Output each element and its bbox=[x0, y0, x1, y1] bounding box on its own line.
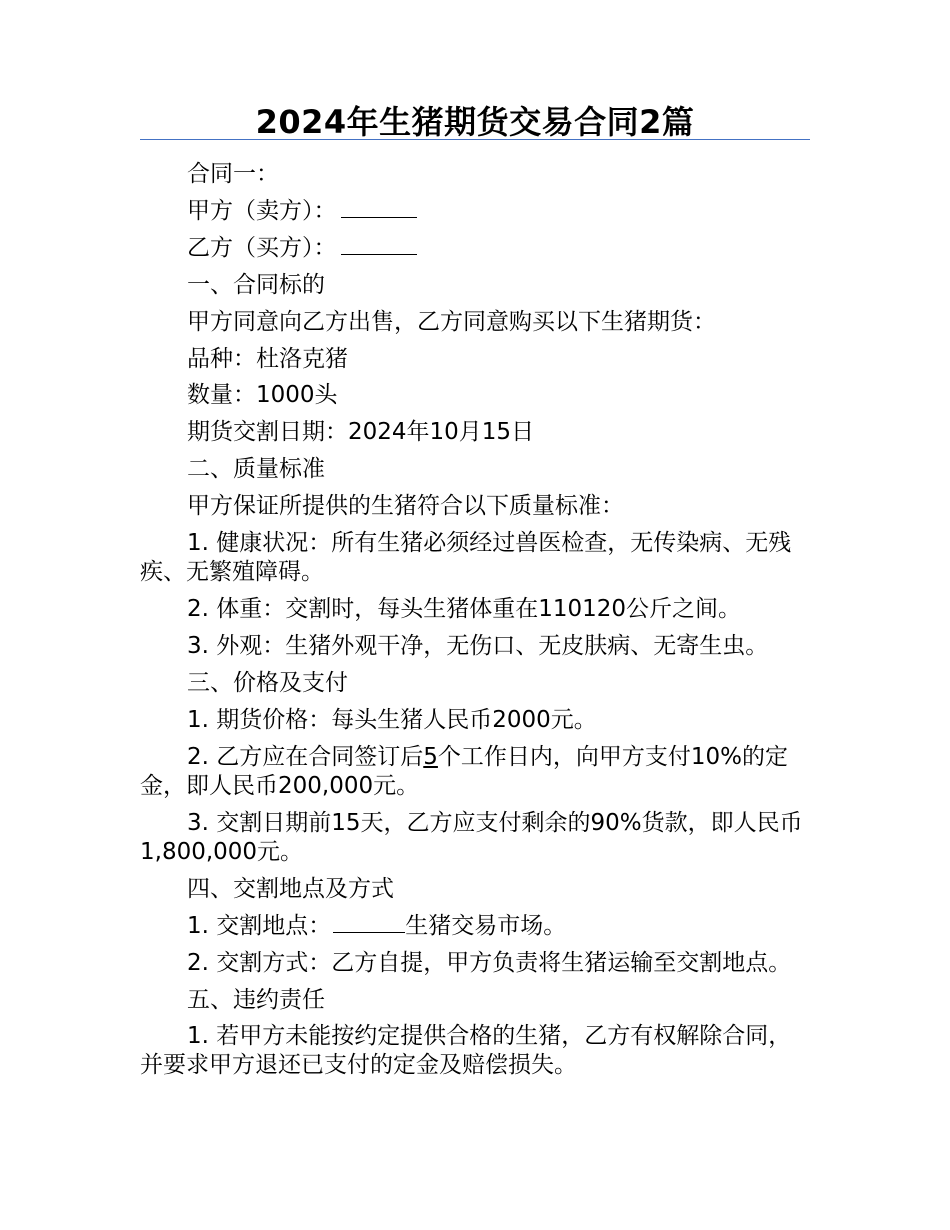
delivery-location-blank bbox=[333, 912, 405, 933]
section4-item2: 2. 交割方式：乙方自提，甲方负责将生猪运输至交割地点。 bbox=[187, 949, 792, 976]
section4-heading: 四、交割地点及方式 bbox=[187, 875, 394, 902]
section1-heading: 一、合同标的 bbox=[187, 271, 325, 298]
section2-item3: 3. 外观：生猪外观干净，无伤口、无皮肤病、无寄生虫。 bbox=[187, 632, 769, 659]
section3-item3: 3. 交割日期前15天，乙方应支付剩余的90%货款，即人民币1,800,000元。 bbox=[140, 809, 803, 865]
document-title: 2024年生猪期货交易合同2篇 bbox=[255, 103, 695, 141]
party-a-line bbox=[140, 193, 812, 230]
section3-item2-days: 5 bbox=[423, 743, 438, 770]
contract-label: 合同一： bbox=[187, 161, 279, 187]
section1-delivery-date: 期货交割日期：2024年10月15日 bbox=[187, 419, 535, 446]
section3-item1: 1. 期货价格：每头生猪人民币2000元。 bbox=[187, 706, 597, 733]
party-a-blank bbox=[341, 197, 417, 218]
party-b-line bbox=[140, 230, 812, 267]
section3-item2 bbox=[140, 739, 812, 805]
section2-item1: 1. 健康状况：所有生猪必须经过兽医检查，无传染病、无残疾、无繁殖障碍。 bbox=[140, 530, 792, 586]
section1-quantity: 数量：1000头 bbox=[187, 382, 338, 409]
section1-intro: 甲方同意向乙方出售，乙方同意购买以下生猪期货： bbox=[187, 308, 716, 335]
title-underline bbox=[140, 139, 810, 140]
section3-heading: 三、价格及支付 bbox=[187, 669, 348, 696]
section5-item1: 1. 若甲方未能按约定提供合格的生猪，乙方有权解除合同，并要求甲方退还已支付的定金及赔偿损失。 bbox=[140, 1023, 792, 1079]
section4-item1 bbox=[140, 908, 812, 945]
document-body bbox=[140, 156, 812, 1084]
section3-item2-after: 个工作日内，向甲方支付10%的定金，即人民币200,000元。 bbox=[140, 743, 789, 799]
section4-item1-after: 生猪交易市场。 bbox=[405, 912, 567, 939]
section3-item2-before: 2. 乙方应在合同签订后 bbox=[187, 743, 424, 770]
section4-item1-before: 1. 交割地点： bbox=[187, 912, 332, 939]
section2-item2: 2. 体重：交割时，每头生猪体重在110120公斤之间。 bbox=[187, 596, 742, 623]
section2-intro: 甲方保证所提供的生猪符合以下质量标准： bbox=[187, 493, 624, 520]
section5-heading: 五、违约责任 bbox=[187, 986, 325, 1013]
party-b-blank bbox=[341, 234, 417, 255]
party-b-label: 乙方（买方）： bbox=[187, 234, 337, 261]
section2-heading: 二、质量标准 bbox=[187, 456, 325, 483]
section1-variety: 品种：杜洛克猪 bbox=[187, 345, 348, 372]
party-a-label: 甲方（卖方）： bbox=[187, 197, 337, 224]
